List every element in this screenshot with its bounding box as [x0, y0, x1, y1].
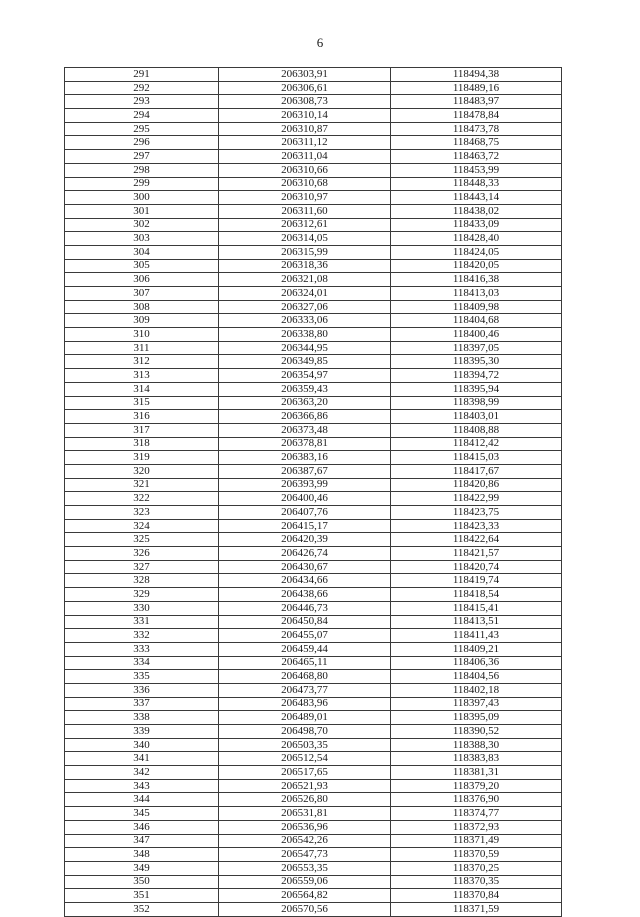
- table-row: [65, 779, 562, 793]
- x-coordinate-cell: 206542,26: [219, 834, 391, 848]
- point-number-cell: 319: [65, 451, 219, 465]
- table-row: [65, 711, 562, 725]
- table-row: [65, 191, 562, 205]
- table-row: [65, 314, 562, 328]
- point-number-cell: 305: [65, 259, 219, 273]
- table-row: [65, 218, 562, 232]
- point-number-cell: 350: [65, 875, 219, 889]
- y-coordinate-cell: 118413,03: [391, 287, 562, 301]
- table-row: [65, 355, 562, 369]
- x-coordinate-cell: 206310,97: [219, 191, 391, 205]
- point-number-cell: 351: [65, 889, 219, 903]
- x-coordinate-cell: 206434,66: [219, 574, 391, 588]
- x-coordinate-cell: 206446,73: [219, 601, 391, 615]
- point-number-cell: 347: [65, 834, 219, 848]
- point-number-cell: 314: [65, 382, 219, 396]
- x-coordinate-cell: 206450,84: [219, 615, 391, 629]
- y-coordinate-cell: 118422,99: [391, 492, 562, 506]
- point-number-cell: 313: [65, 369, 219, 383]
- point-number-cell: 317: [65, 423, 219, 437]
- table-row: [65, 560, 562, 574]
- y-coordinate-cell: 118397,05: [391, 341, 562, 355]
- point-number-cell: 332: [65, 629, 219, 643]
- point-number-cell: 340: [65, 738, 219, 752]
- y-coordinate-cell: 118421,57: [391, 547, 562, 561]
- x-coordinate-cell: 206310,66: [219, 163, 391, 177]
- table-row: [65, 588, 562, 602]
- y-coordinate-cell: 118371,59: [391, 902, 562, 916]
- x-coordinate-cell: 206349,85: [219, 355, 391, 369]
- x-coordinate-cell: 206438,66: [219, 588, 391, 602]
- point-number-cell: 342: [65, 766, 219, 780]
- point-number-cell: 333: [65, 642, 219, 656]
- point-number-cell: 309: [65, 314, 219, 328]
- x-coordinate-cell: 206498,70: [219, 725, 391, 739]
- table-row: [65, 300, 562, 314]
- y-coordinate-cell: 118453,99: [391, 163, 562, 177]
- y-coordinate-cell: 118422,64: [391, 533, 562, 547]
- point-number-cell: 344: [65, 793, 219, 807]
- table-row: [65, 519, 562, 533]
- point-number-cell: 320: [65, 464, 219, 478]
- point-number-cell: 301: [65, 204, 219, 218]
- x-coordinate-cell: 206459,44: [219, 642, 391, 656]
- point-number-cell: 330: [65, 601, 219, 615]
- table-row: [65, 464, 562, 478]
- y-coordinate-cell: 118395,09: [391, 711, 562, 725]
- x-coordinate-cell: 206483,96: [219, 697, 391, 711]
- x-coordinate-cell: 206314,05: [219, 232, 391, 246]
- y-coordinate-cell: 118371,49: [391, 834, 562, 848]
- x-coordinate-cell: 206311,60: [219, 204, 391, 218]
- point-number-cell: 348: [65, 848, 219, 862]
- table-row: [65, 547, 562, 561]
- point-number-cell: 345: [65, 807, 219, 821]
- table-row: [65, 656, 562, 670]
- point-number-cell: 346: [65, 820, 219, 834]
- y-coordinate-cell: 118412,42: [391, 437, 562, 451]
- table-row: [65, 396, 562, 410]
- point-number-cell: 339: [65, 725, 219, 739]
- table-row: [65, 150, 562, 164]
- y-coordinate-cell: 118388,30: [391, 738, 562, 752]
- x-coordinate-cell: 206407,76: [219, 506, 391, 520]
- x-coordinate-cell: 206473,77: [219, 683, 391, 697]
- y-coordinate-cell: 118395,30: [391, 355, 562, 369]
- table-row: [65, 834, 562, 848]
- y-coordinate-cell: 118433,09: [391, 218, 562, 232]
- point-number-cell: 295: [65, 122, 219, 136]
- table-row: [65, 601, 562, 615]
- coordinates-table-body: [65, 68, 562, 917]
- x-coordinate-cell: 206310,68: [219, 177, 391, 191]
- point-number-cell: 338: [65, 711, 219, 725]
- table-row: [65, 889, 562, 903]
- y-coordinate-cell: 118473,78: [391, 122, 562, 136]
- table-row: [65, 738, 562, 752]
- coordinates-table: [64, 67, 562, 917]
- y-coordinate-cell: 118483,97: [391, 95, 562, 109]
- y-coordinate-cell: 118409,98: [391, 300, 562, 314]
- x-coordinate-cell: 206318,36: [219, 259, 391, 273]
- y-coordinate-cell: 118376,90: [391, 793, 562, 807]
- y-coordinate-cell: 118415,03: [391, 451, 562, 465]
- y-coordinate-cell: 118400,46: [391, 328, 562, 342]
- x-coordinate-cell: 206363,20: [219, 396, 391, 410]
- x-coordinate-cell: 206310,87: [219, 122, 391, 136]
- point-number-cell: 298: [65, 163, 219, 177]
- x-coordinate-cell: 206306,61: [219, 81, 391, 95]
- point-number-cell: 343: [65, 779, 219, 793]
- table-row: [65, 670, 562, 684]
- x-coordinate-cell: 206570,56: [219, 902, 391, 916]
- point-number-cell: 310: [65, 328, 219, 342]
- x-coordinate-cell: 206426,74: [219, 547, 391, 561]
- table-row: [65, 492, 562, 506]
- point-number-cell: 296: [65, 136, 219, 150]
- x-coordinate-cell: 206536,96: [219, 820, 391, 834]
- x-coordinate-cell: 206378,81: [219, 437, 391, 451]
- y-coordinate-cell: 118478,84: [391, 109, 562, 123]
- table-row: [65, 109, 562, 123]
- x-coordinate-cell: 206359,43: [219, 382, 391, 396]
- point-number-cell: 322: [65, 492, 219, 506]
- point-number-cell: 302: [65, 218, 219, 232]
- point-number-cell: 308: [65, 300, 219, 314]
- x-coordinate-cell: 206468,80: [219, 670, 391, 684]
- point-number-cell: 311: [65, 341, 219, 355]
- x-coordinate-cell: 206324,01: [219, 287, 391, 301]
- table-row: [65, 122, 562, 136]
- x-coordinate-cell: 206312,61: [219, 218, 391, 232]
- table-row: [65, 287, 562, 301]
- point-number-cell: 326: [65, 547, 219, 561]
- table-row: [65, 725, 562, 739]
- table-row: [65, 341, 562, 355]
- y-coordinate-cell: 118390,52: [391, 725, 562, 739]
- y-coordinate-cell: 118370,35: [391, 875, 562, 889]
- x-coordinate-cell: 206503,35: [219, 738, 391, 752]
- y-coordinate-cell: 118409,21: [391, 642, 562, 656]
- x-coordinate-cell: 206321,08: [219, 273, 391, 287]
- table-row: [65, 861, 562, 875]
- table-row: [65, 369, 562, 383]
- x-coordinate-cell: 206303,91: [219, 68, 391, 82]
- table-row: [65, 451, 562, 465]
- table-row: [65, 423, 562, 437]
- x-coordinate-cell: 206512,54: [219, 752, 391, 766]
- x-coordinate-cell: 206517,65: [219, 766, 391, 780]
- y-coordinate-cell: 118406,36: [391, 656, 562, 670]
- point-number-cell: 321: [65, 478, 219, 492]
- x-coordinate-cell: 206430,67: [219, 560, 391, 574]
- point-number-cell: 293: [65, 95, 219, 109]
- y-coordinate-cell: 118420,05: [391, 259, 562, 273]
- y-coordinate-cell: 118403,01: [391, 410, 562, 424]
- x-coordinate-cell: 206327,06: [219, 300, 391, 314]
- y-coordinate-cell: 118415,41: [391, 601, 562, 615]
- table-row: [65, 533, 562, 547]
- y-coordinate-cell: 118404,68: [391, 314, 562, 328]
- point-number-cell: 336: [65, 683, 219, 697]
- point-number-cell: 334: [65, 656, 219, 670]
- x-coordinate-cell: 206338,80: [219, 328, 391, 342]
- x-coordinate-cell: 206383,16: [219, 451, 391, 465]
- y-coordinate-cell: 118438,02: [391, 204, 562, 218]
- point-number-cell: 318: [65, 437, 219, 451]
- table-row: [65, 232, 562, 246]
- y-coordinate-cell: 118448,33: [391, 177, 562, 191]
- point-number-cell: 294: [65, 109, 219, 123]
- x-coordinate-cell: 206344,95: [219, 341, 391, 355]
- point-number-cell: 291: [65, 68, 219, 82]
- point-number-cell: 337: [65, 697, 219, 711]
- y-coordinate-cell: 118370,25: [391, 861, 562, 875]
- y-coordinate-cell: 118404,56: [391, 670, 562, 684]
- table-row: [65, 875, 562, 889]
- table-row: [65, 204, 562, 218]
- point-number-cell: 316: [65, 410, 219, 424]
- table-row: [65, 81, 562, 95]
- y-coordinate-cell: 118394,72: [391, 369, 562, 383]
- point-number-cell: 307: [65, 287, 219, 301]
- table-row: [65, 574, 562, 588]
- point-number-cell: 303: [65, 232, 219, 246]
- table-row: [65, 697, 562, 711]
- point-number-cell: 315: [65, 396, 219, 410]
- point-number-cell: 331: [65, 615, 219, 629]
- x-coordinate-cell: 206564,82: [219, 889, 391, 903]
- y-coordinate-cell: 118402,18: [391, 683, 562, 697]
- point-number-cell: 352: [65, 902, 219, 916]
- point-number-cell: 299: [65, 177, 219, 191]
- x-coordinate-cell: 206455,07: [219, 629, 391, 643]
- point-number-cell: 306: [65, 273, 219, 287]
- x-coordinate-cell: 206489,01: [219, 711, 391, 725]
- point-number-cell: 329: [65, 588, 219, 602]
- table-row: [65, 629, 562, 643]
- y-coordinate-cell: 118489,16: [391, 81, 562, 95]
- y-coordinate-cell: 118423,33: [391, 519, 562, 533]
- y-coordinate-cell: 118420,74: [391, 560, 562, 574]
- table-row: [65, 848, 562, 862]
- x-coordinate-cell: 206526,80: [219, 793, 391, 807]
- x-coordinate-cell: 206373,48: [219, 423, 391, 437]
- point-number-cell: 341: [65, 752, 219, 766]
- table-row: [65, 136, 562, 150]
- y-coordinate-cell: 118381,31: [391, 766, 562, 780]
- table-row: [65, 642, 562, 656]
- point-number-cell: 349: [65, 861, 219, 875]
- x-coordinate-cell: 206310,14: [219, 109, 391, 123]
- point-number-cell: 297: [65, 150, 219, 164]
- point-number-cell: 327: [65, 560, 219, 574]
- table-row: [65, 328, 562, 342]
- y-coordinate-cell: 118417,67: [391, 464, 562, 478]
- point-number-cell: 328: [65, 574, 219, 588]
- table-row: [65, 259, 562, 273]
- table-row: [65, 506, 562, 520]
- table-row: [65, 437, 562, 451]
- x-coordinate-cell: 206415,17: [219, 519, 391, 533]
- y-coordinate-cell: 118418,54: [391, 588, 562, 602]
- x-coordinate-cell: 206311,12: [219, 136, 391, 150]
- y-coordinate-cell: 118379,20: [391, 779, 562, 793]
- table-row: [65, 478, 562, 492]
- x-coordinate-cell: 206354,97: [219, 369, 391, 383]
- y-coordinate-cell: 118374,77: [391, 807, 562, 821]
- x-coordinate-cell: 206333,06: [219, 314, 391, 328]
- point-number-cell: 292: [65, 81, 219, 95]
- point-number-cell: 312: [65, 355, 219, 369]
- y-coordinate-cell: 118463,72: [391, 150, 562, 164]
- table-row: [65, 163, 562, 177]
- page-number: 6: [316, 35, 324, 50]
- x-coordinate-cell: 206387,67: [219, 464, 391, 478]
- y-coordinate-cell: 118423,75: [391, 506, 562, 520]
- y-coordinate-cell: 118408,88: [391, 423, 562, 437]
- x-coordinate-cell: 206393,99: [219, 478, 391, 492]
- x-coordinate-cell: 206308,73: [219, 95, 391, 109]
- y-coordinate-cell: 118397,43: [391, 697, 562, 711]
- table-row: [65, 793, 562, 807]
- table-row: [65, 68, 562, 82]
- x-coordinate-cell: 206547,73: [219, 848, 391, 862]
- table-row: [65, 245, 562, 259]
- table-row: [65, 683, 562, 697]
- y-coordinate-cell: 118395,94: [391, 382, 562, 396]
- y-coordinate-cell: 118494,38: [391, 68, 562, 82]
- point-number-cell: 335: [65, 670, 219, 684]
- y-coordinate-cell: 118419,74: [391, 574, 562, 588]
- table-row: [65, 177, 562, 191]
- table-row: [65, 820, 562, 834]
- y-coordinate-cell: 118398,99: [391, 396, 562, 410]
- table-row: [65, 382, 562, 396]
- y-coordinate-cell: 118370,84: [391, 889, 562, 903]
- point-number-cell: 324: [65, 519, 219, 533]
- point-number-cell: 323: [65, 506, 219, 520]
- x-coordinate-cell: 206420,39: [219, 533, 391, 547]
- table-row: [65, 752, 562, 766]
- x-coordinate-cell: 206521,93: [219, 779, 391, 793]
- y-coordinate-cell: 118424,05: [391, 245, 562, 259]
- x-coordinate-cell: 206315,99: [219, 245, 391, 259]
- y-coordinate-cell: 118372,93: [391, 820, 562, 834]
- y-coordinate-cell: 118428,40: [391, 232, 562, 246]
- x-coordinate-cell: 206531,81: [219, 807, 391, 821]
- table-row: [65, 902, 562, 916]
- x-coordinate-cell: 206366,86: [219, 410, 391, 424]
- x-coordinate-cell: 206311,04: [219, 150, 391, 164]
- x-coordinate-cell: 206559,06: [219, 875, 391, 889]
- y-coordinate-cell: 118413,51: [391, 615, 562, 629]
- point-number-cell: 304: [65, 245, 219, 259]
- y-coordinate-cell: 118443,14: [391, 191, 562, 205]
- y-coordinate-cell: 118420,86: [391, 478, 562, 492]
- table-row: [65, 766, 562, 780]
- x-coordinate-cell: 206400,46: [219, 492, 391, 506]
- table-row: [65, 807, 562, 821]
- table-row: [65, 410, 562, 424]
- x-coordinate-cell: 206553,35: [219, 861, 391, 875]
- y-coordinate-cell: 118468,75: [391, 136, 562, 150]
- table-row: [65, 615, 562, 629]
- point-number-cell: 300: [65, 191, 219, 205]
- y-coordinate-cell: 118411,43: [391, 629, 562, 643]
- y-coordinate-cell: 118416,38: [391, 273, 562, 287]
- table-row: [65, 273, 562, 287]
- table-row: [65, 95, 562, 109]
- x-coordinate-cell: 206465,11: [219, 656, 391, 670]
- y-coordinate-cell: 118383,83: [391, 752, 562, 766]
- point-number-cell: 325: [65, 533, 219, 547]
- y-coordinate-cell: 118370,59: [391, 848, 562, 862]
